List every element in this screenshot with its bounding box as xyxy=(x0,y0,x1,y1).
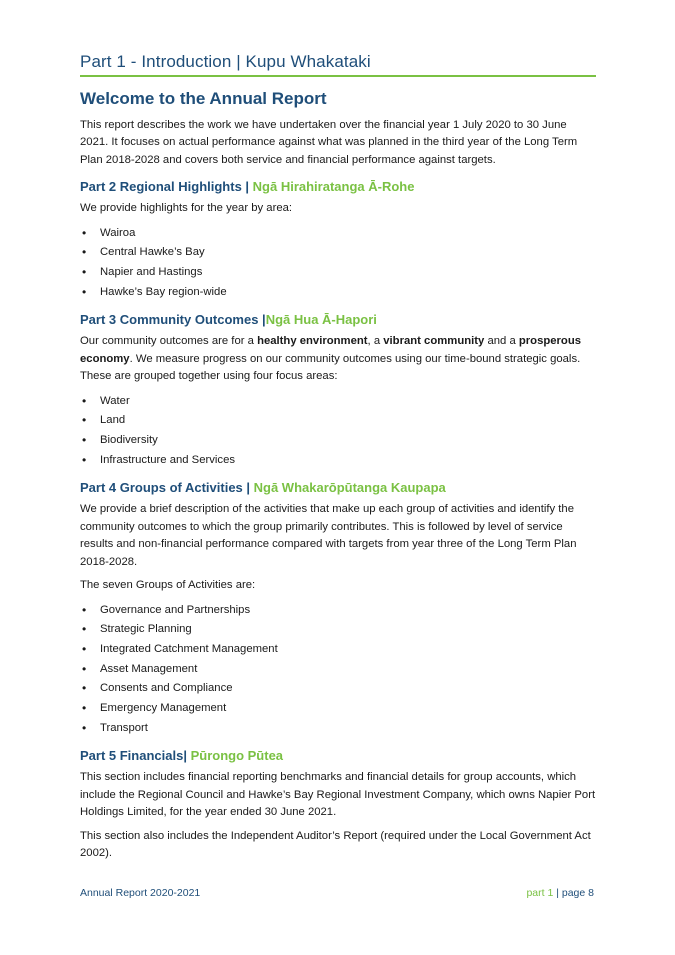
footer-page-number: page 8 xyxy=(561,887,594,899)
part2-list xyxy=(80,224,596,303)
part2-heading-mi: Ngā Hirahiratanga Ā-Rohe xyxy=(252,179,415,195)
list-item: • Asset Management xyxy=(80,660,596,680)
intro-paragraph: This report describes the work we have undertaken over the financial year 1 July 2020 to 30 June 2021. It focuses on actual performance against what was planned in the third year of the Long Term Plan 2018-2028 and covers both service and financial performance against targets. xyxy=(80,119,578,166)
part4-heading-mi: Ngā Whakarōpūtanga Kaupapa xyxy=(253,480,446,496)
part2-heading-en: Part 2 Regional Highlights | xyxy=(80,179,253,195)
part5-heading-en: Part 5 Financials| xyxy=(80,748,191,764)
list-item: • Integrated Catchment Management xyxy=(80,640,596,660)
text-run: . We measure progress on our community outcomes using our time-bound strategic goals. These are grouped together using four focus areas: xyxy=(80,352,581,383)
list-item: • Consents and Compliance xyxy=(80,679,596,699)
text-run: Our community outcomes are for a xyxy=(80,335,258,348)
bold-run: healthy environment xyxy=(257,335,368,348)
bold-run: vibrant community xyxy=(383,335,485,348)
footer-report-title: Annual Report 2020-2021 xyxy=(80,887,201,899)
part5-text-2: This section also includes the Independent Auditor’s Report (required under the Local Government Act 2002). xyxy=(80,829,591,860)
part3-heading xyxy=(80,312,596,327)
part4-text-2: The seven Groups of Activities are: xyxy=(80,579,256,592)
footer-page-info xyxy=(526,887,594,899)
bold-run: prosperous economy xyxy=(80,335,582,365)
footer-separator: | xyxy=(553,887,562,899)
part4-list xyxy=(80,601,596,739)
part3-heading-en: Part 3 Community Outcomes | xyxy=(80,312,266,328)
list-item: • Biodiversity xyxy=(80,431,596,451)
text-run: , a xyxy=(367,335,384,348)
page-footer xyxy=(80,887,594,899)
footer-part: part 1 xyxy=(526,887,554,899)
list-item: • Hawke’s Bay region-wide xyxy=(80,283,596,303)
part4-heading-en: Part 4 Groups of Activities | xyxy=(80,480,254,496)
list-item: • Transport xyxy=(80,719,596,739)
list-item: • Napier and Hastings xyxy=(80,263,596,283)
list-item: • Central Hawke’s Bay xyxy=(80,243,596,263)
part2-text: We provide highlights for the year by area: xyxy=(80,202,293,215)
part4-heading xyxy=(80,480,596,495)
part3-text xyxy=(80,333,596,385)
part3-list xyxy=(80,392,596,471)
part2-heading xyxy=(80,179,596,194)
running-header: Part 1 - Introduction | Kupu Whakataki xyxy=(80,52,596,77)
list-item: • Water xyxy=(80,392,596,412)
list-item: • Emergency Management xyxy=(80,699,596,719)
list-item: • Strategic Planning xyxy=(80,620,596,640)
part5-heading xyxy=(80,748,596,763)
part5-text: This section includes financial reporting benchmarks and financial details for group accounts, which include the Regional Council and Hawke’s Bay Regional Investment Company, which owns Napier Port Holdings Limited, for the year ended 30 June 2021. xyxy=(80,771,596,819)
page-content xyxy=(80,52,596,868)
list-item: • Wairoa xyxy=(80,224,596,244)
part4-text: We provide a brief description of the activities that make up each group of activities and identify the community outcomes to which the group primarily contributes. This is followed by level of service results and non-financial performance compared with targets from year three of the Long Term Plan 2018-2028. xyxy=(80,503,577,568)
list-item: • Infrastructure and Services xyxy=(80,451,596,471)
text-run: and a xyxy=(484,335,519,348)
part5-heading-mi: Pūrongo Pūtea xyxy=(190,748,284,764)
list-item: • Land xyxy=(80,411,596,431)
list-item: • Governance and Partnerships xyxy=(80,601,596,621)
part3-heading-mi: Ngā Hua Ā-Hapori xyxy=(265,312,377,328)
page-title: Welcome to the Annual Report xyxy=(80,89,327,108)
